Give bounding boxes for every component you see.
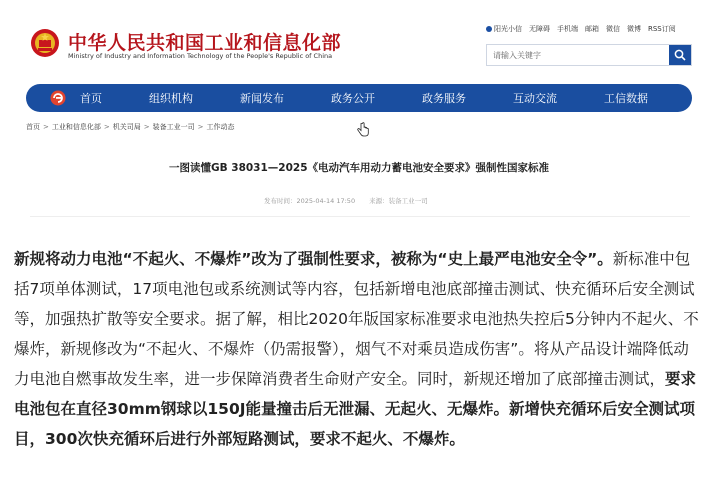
- site-title[interactable]: 中华人民共和国工业和信息化部: [68, 32, 342, 54]
- search-icon: [674, 49, 686, 61]
- breadcrumb-work-news[interactable]: 工作动态: [206, 123, 235, 131]
- nav-organization[interactable]: 组织机构: [149, 92, 193, 105]
- breadcrumb-separator: >: [43, 123, 49, 131]
- article-title: 一图读懂GB 38031—2025《电动汽车用动力蓄电池安全要求》强制性国家标准: [168, 162, 550, 174]
- search-input[interactable]: [487, 45, 669, 65]
- article-body: [14, 244, 704, 454]
- nav-home[interactable]: 首页: [80, 92, 102, 105]
- hand-cursor-icon: [357, 122, 369, 138]
- emphasis-bold-text: 要求电池包在直径30mm钢球以150J能量撞击后无泄漏、无起火、无爆炸。新增快充循环后安全测试项目，300次快充循环后进行外部短路测试，要求不起火、不爆炸。: [14, 370, 697, 448]
- nav-gov-affairs[interactable]: 政务公开: [331, 92, 375, 105]
- miit-logo-icon[interactable]: [50, 90, 66, 106]
- sunshine-icon: [486, 26, 492, 32]
- breadcrumb-departments[interactable]: 机关司局: [112, 123, 141, 131]
- breadcrumb-miit[interactable]: 工业和信息化部: [51, 123, 101, 131]
- national-emblem-icon[interactable]: [30, 28, 60, 58]
- nav-items: [80, 90, 692, 106]
- article-source: 来源：装备工业一司: [369, 197, 428, 205]
- breadcrumb-separator: >: [143, 123, 150, 131]
- toplink-mobile[interactable]: 手机端: [557, 25, 578, 33]
- breadcrumb-home[interactable]: 首页: [26, 123, 40, 131]
- toplink-sunshine[interactable]: 阳光小信: [486, 24, 522, 34]
- lead-bold-text: 新规将动力电池“不起火、不爆炸”改为了强制性要求，被称为“史上最严电池安全令”。: [14, 250, 613, 268]
- nav-news[interactable]: 新闻发布: [240, 92, 284, 105]
- site-header: [0, 0, 718, 82]
- site-subtitle: Ministry of Industry and Information Technology of the People's Republic of China: [68, 52, 333, 60]
- breadcrumb-separator: >: [197, 123, 204, 131]
- article-meta: [264, 196, 428, 205]
- body-text: 新标准中包括7项单体测试，17项电池包或系统测试等内容，包括新增电池底部撞击测试、快充循环后安全测试等，加强热扩散等安全要求。据了解，相比2020年版国家标准要求电池热失控后5分钟内不起火、不爆炸，新规修改为“不起火、不爆炸（仍需报警），烟气不对乘员造成伤害”。将从产品设计端降低动力电池自燃事故发生率，进一步保障消费者生命财产安全。同时，新规还增加了底部撞击测试，: [14, 250, 699, 388]
- toplink-wechat[interactable]: 微信: [606, 25, 620, 33]
- divider: [30, 216, 690, 217]
- toplink-mail[interactable]: 邮箱: [585, 25, 599, 33]
- search-box: [486, 44, 692, 66]
- search-button[interactable]: [669, 45, 691, 65]
- top-links: [486, 24, 676, 34]
- nav-interaction[interactable]: 互动交流: [513, 92, 557, 105]
- toplink-weibo[interactable]: 微博: [627, 25, 641, 33]
- main-nav: [26, 84, 692, 112]
- publish-date: 发布时间：2025-04-14 17:50: [264, 197, 356, 205]
- nav-data[interactable]: 工信数据: [604, 92, 648, 105]
- toplink-accessibility[interactable]: 无障碍: [529, 25, 550, 33]
- breadcrumb: [26, 122, 235, 132]
- breadcrumb-separator: >: [103, 123, 110, 131]
- breadcrumb-equipment-dept[interactable]: 装备工业一司: [152, 123, 195, 131]
- toplink-rss[interactable]: RSS订阅: [648, 25, 676, 33]
- nav-gov-services[interactable]: 政务服务: [422, 92, 466, 105]
